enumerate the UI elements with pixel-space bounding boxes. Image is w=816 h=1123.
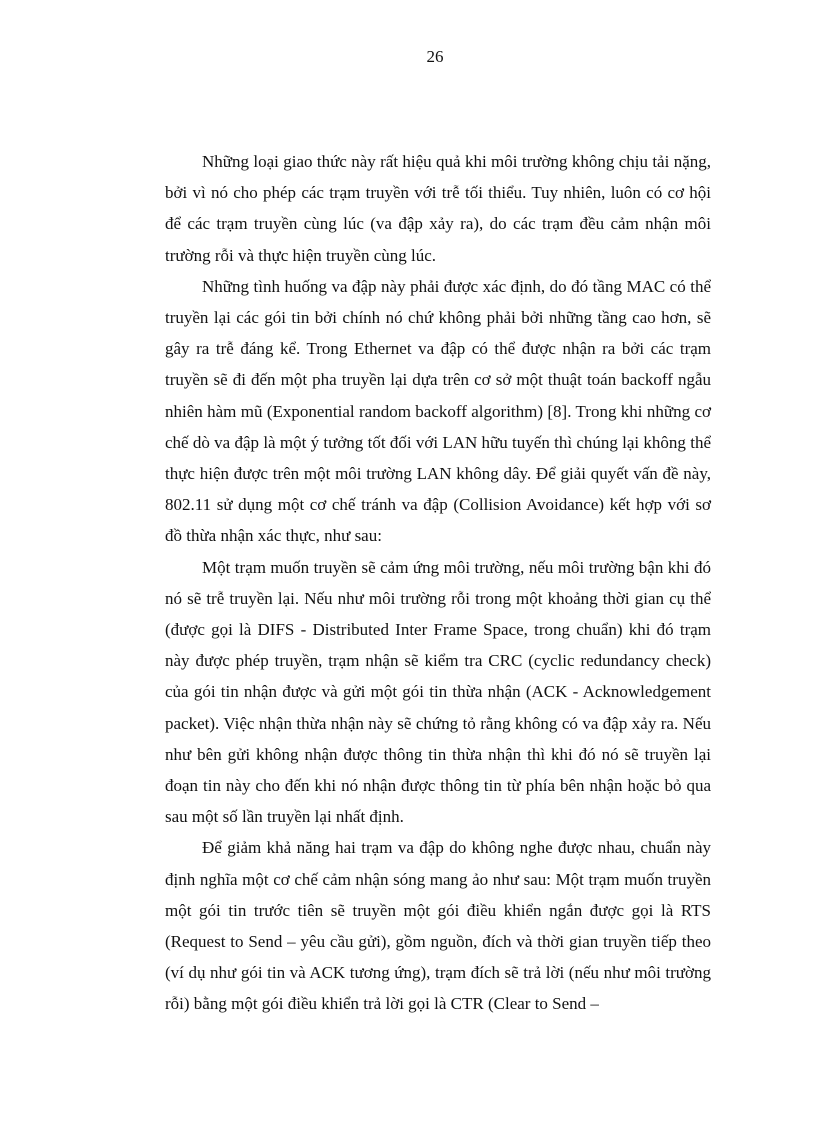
document-body bbox=[165, 146, 711, 1020]
paragraph-1: Những loại giao thức này rất hiệu quả khi môi trường không chịu tải nặng, bởi vì nó cho phép các trạm truyền với trễ tối thiểu. Tuy nhiên, luôn có cơ hội để các trạm truyền cùng lúc (va đập xảy ra), do các trạm đều cảm nhận môi trường rỗi và thực hiện truyền cùng lúc. bbox=[165, 152, 711, 265]
paragraph-2: Những tình huống va đập này phải được xác định, do đó tầng MAC có thể truyền lại các gói tin bởi chính nó chứ không phải bởi những tầng cao hơn, sẽ gây ra trễ đáng kể. Trong Ethernet va đập có thể được nhận ra bởi các trạm truyền sẽ đi đến một pha truyền lại dựa trên cơ sở một thuật toán backoff ngẫu nhiên hàm mũ (Exponential random backoff algorithm) [8]. Trong khi những cơ chế dò va đập là một ý tưởng tốt đối với LAN hữu tuyến thì chúng lại không thể thực hiện được trên một môi trường LAN không dây. Để giải quyết vấn đề này, 802.11 sử dụng một cơ chế tránh va đập (Collision Avoidance) kết hợp với sơ đồ thừa nhận xác thực, như sau: bbox=[165, 276, 711, 546]
page-number: 26 bbox=[426, 47, 444, 66]
paragraph-4: Để giảm khả năng hai trạm va đập do không nghe được nhau, chuẩn này định nghĩa một cơ chế cảm nhận sóng mang ảo như sau: Một trạm muốn truyền một gói tin trước tiên sẽ truyền một gói điều khiển ngắn được gọi là RTS (Request to Send – yêu cầu gửi), gồm nguồn, đích và thời gian truyền tiếp theo (ví dụ như gói tin và ACK tương ứng), trạm đích sẽ trả lời (nếu như môi trường rỗi) bằng một gói điều khiển trả lời gọi là CTR (Clear to Send – bbox=[165, 838, 711, 1014]
paragraph-3: Một trạm muốn truyền sẽ cảm ứng môi trường, nếu môi trường bận khi đó nó sẽ trễ truyền lại. Nếu như môi trường rỗi trong một khoảng thời gian cụ thể (được gọi là DIFS - Distributed Inter Frame Space, trong chuẩn) khi đó trạm này được phép truyền, trạm nhận sẽ kiểm tra CRC (cyclic redundancy check) của gói tin nhận được và gửi một gói tin thừa nhận (ACK - Acknowledgement packet). Việc nhận thừa nhận này sẽ chứng tỏ rằng không có va đập xảy ra. Nếu như bên gửi không nhận được thông tin thừa nhận thì khi đó nó sẽ truyền lại đoạn tin này cho đến khi nó nhận được thông tin từ phía bên nhận hoặc bỏ qua sau một số lần truyền lại nhất định. bbox=[165, 557, 711, 827]
